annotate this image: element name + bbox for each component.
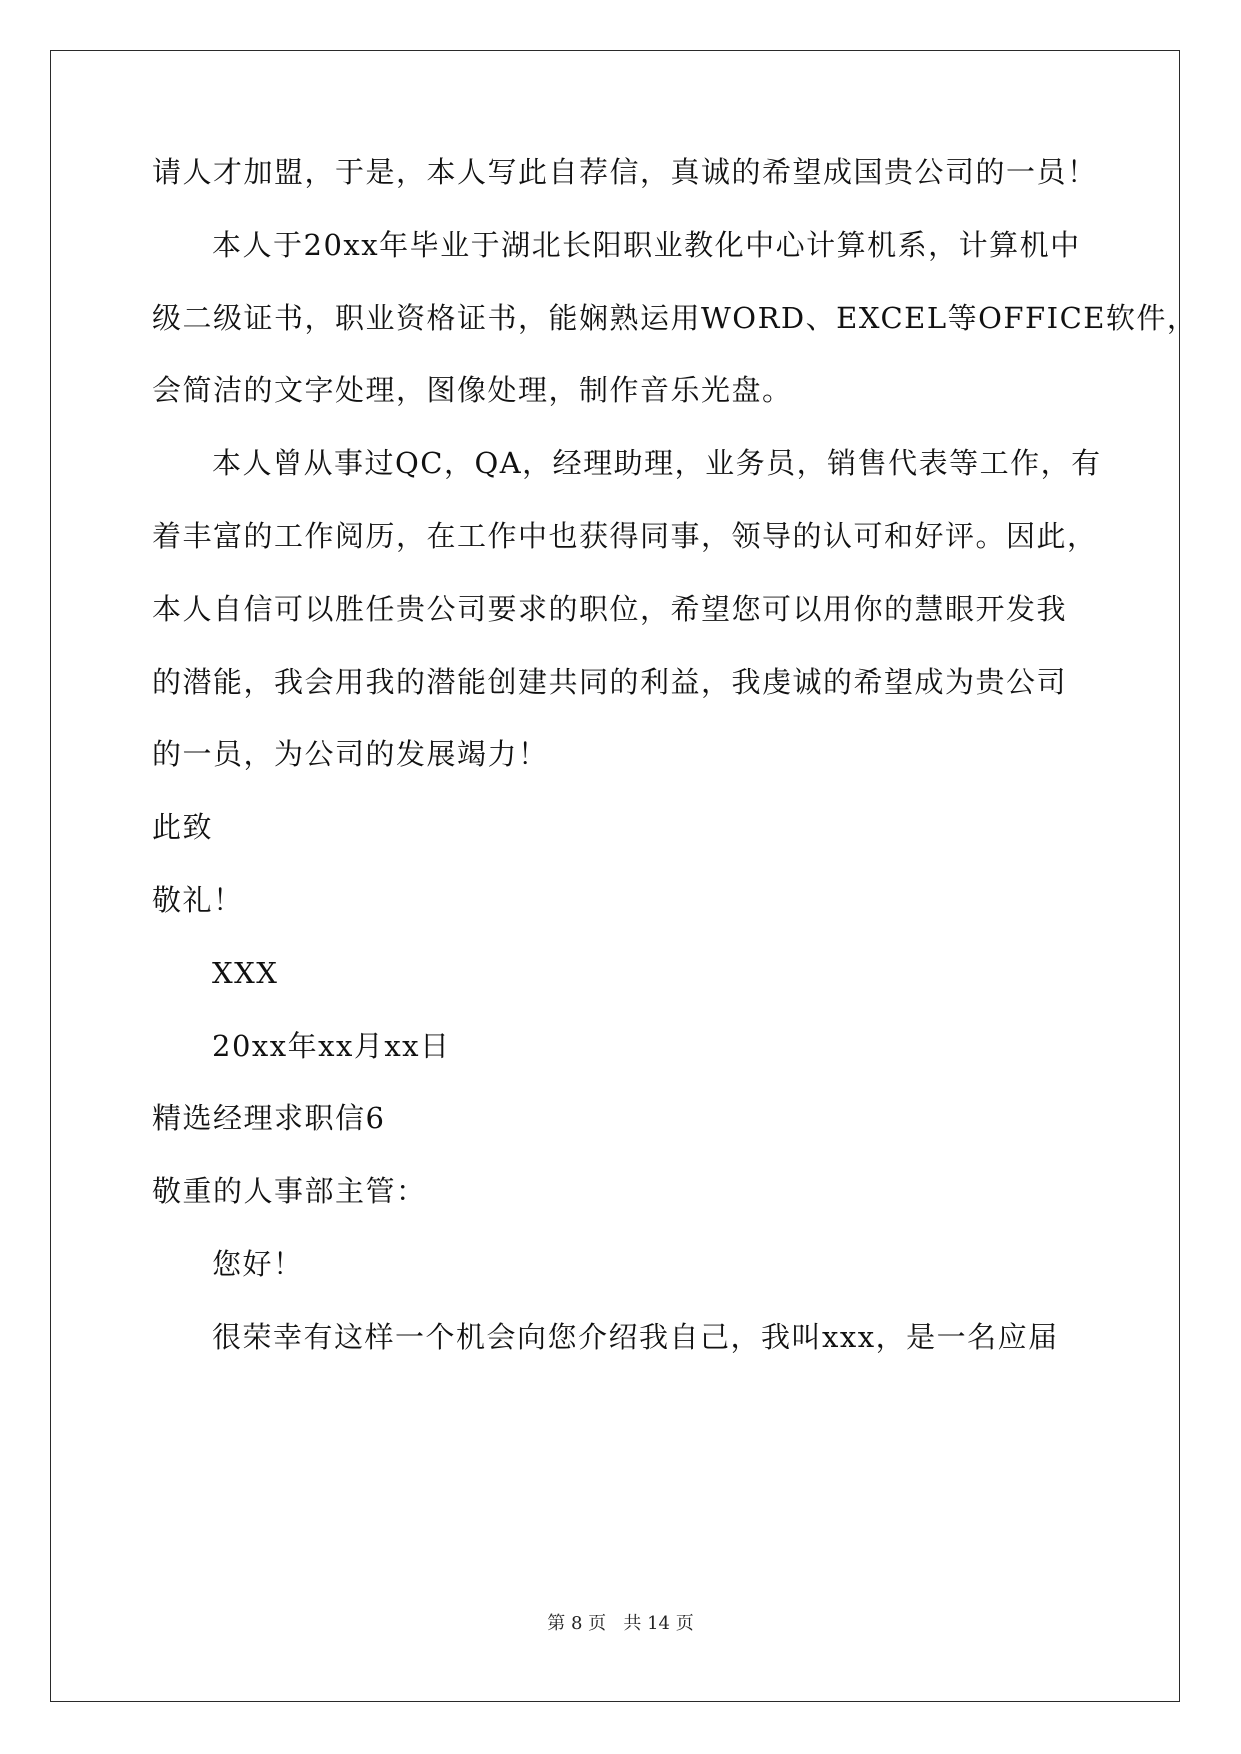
body-text-line: 请人才加盟，于是，本人写此自荐信，真诚的希望成国贵公司的一员！ [152,155,1098,189]
signature-date: 20xx年xx月xx日 [212,1029,451,1063]
body-text-line: 级二级证书，职业资格证书，能娴熟运用WORD、EXCEL等OFFICE软件， [152,301,1198,335]
greeting-line: 敬重的人事部主管： [152,1174,427,1208]
section-title: 精选经理求职信6 [152,1101,386,1135]
page-border [50,50,1180,1702]
closing-text: 此致 [152,810,214,844]
body-text-line: 本人曾从事过QC，QA，经理助理，业务员，销售代表等工作，有 [212,446,1102,480]
body-text-line: 很荣幸有这样一个机会向您介绍我自己，我叫xxx，是一名应届 [212,1320,1059,1354]
body-text-line: 会简洁的文字处理，图像处理，制作音乐光盘。 [152,373,793,407]
greeting-line: 您好！ [212,1247,304,1281]
body-text-line: 的潜能，我会用我的潜能创建共同的利益，我虔诚的希望成为贵公司 [152,665,1068,699]
body-text-line: 着丰富的工作阅历，在工作中也获得同事，领导的认可和好评。因此， [152,519,1098,553]
body-text-line: 的一员，为公司的发展竭力！ [152,737,549,771]
body-text-line: 本人于20xx年毕业于湖北长阳职业教化中心计算机系，计算机中 [212,228,1081,262]
page-number-footer: 第 8 页 共 14 页 [547,1613,694,1634]
salutation-text: 敬礼！ [152,883,244,917]
signature-name: XXX [212,956,279,990]
body-text-line: 本人自信可以胜任贵公司要求的职位，希望您可以用你的慧眼开发我 [152,592,1068,626]
